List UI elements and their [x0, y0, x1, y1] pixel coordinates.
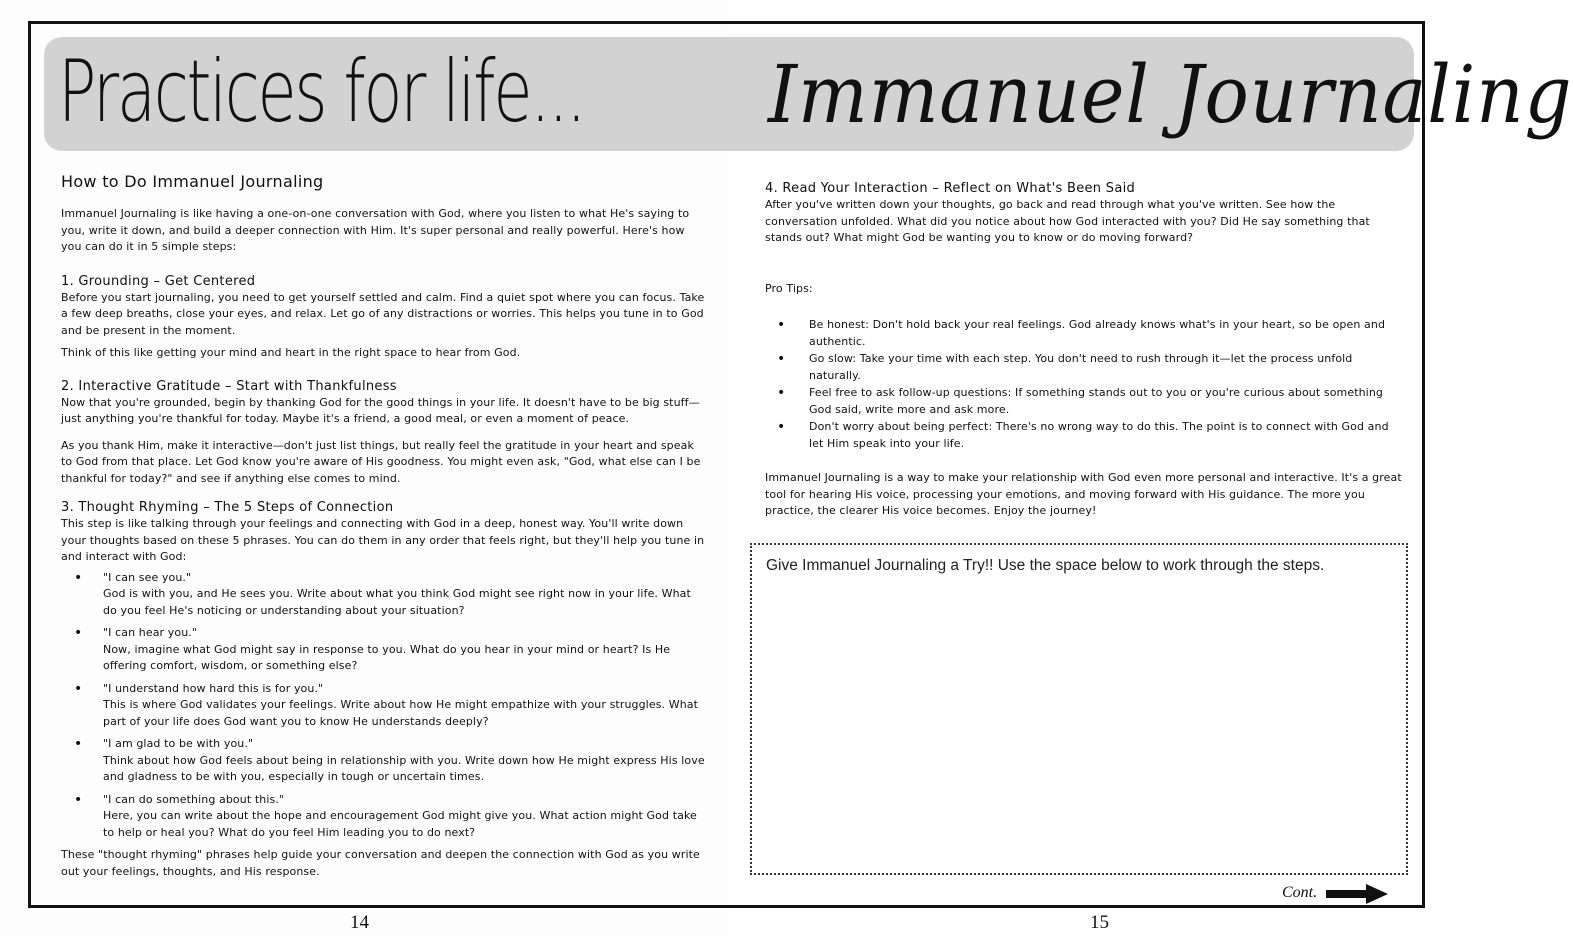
- page-number-right: 15: [1090, 912, 1109, 933]
- bullet-icon: •: [74, 625, 83, 641]
- phrase-quote: "I can hear you.": [103, 626, 198, 639]
- intro-paragraph: Immanuel Journaling is like having a one-on-one conversation with God, where you listen to what He's saying to you, write it down, and build a deeper connection with Him. It's super personal and really powerful. Here's how you can do it in 5 simple steps:: [61, 207, 690, 253]
- tip-text: Don't worry about being perfect: There's no wrong way to do this. The point is to connect with God and let Him speak into your life.: [809, 420, 1389, 450]
- title-immanuel-journaling: Immanuel Journaling: [768, 48, 1573, 141]
- bullet-icon: •: [74, 680, 83, 697]
- arrow-right-icon: [1326, 884, 1388, 904]
- bullet-icon: •: [777, 351, 786, 367]
- phrase-description: Now, imagine what God might say in response to you. What do you hear in your mind or heart? Is He offering comfort, wisdom, or something else?: [103, 642, 671, 672]
- step1-note: Think of this like getting your mind and heart in the right space to hear from God.: [61, 346, 521, 359]
- list-item: [765, 351, 1405, 384]
- phrase-description: God is with you, and He sees you. Write about what you think God might see right now in your life. What do you feel He's noticing or understanding about your situation?: [103, 587, 691, 617]
- pro-tips-label: Pro Tips:: [765, 281, 813, 295]
- bullet-icon: •: [777, 385, 786, 401]
- section-heading: How to Do Immanuel Journaling: [61, 172, 324, 191]
- list-item: [765, 385, 1405, 418]
- step1-paragraph: Before you start journaling, you need to get yourself settled and calm. Find a quiet spot where you can focus. Take a few deep breaths, close your eyes, and relax. Let go of any distractions or worries. This helps you tune in to God and be present in the moment.: [61, 290, 705, 337]
- bullet-icon: •: [74, 736, 83, 752]
- step4-paragraph: After you've written down your thoughts, go back and read through what you've written. See how the conversation unfolded. What did you notice about how God interacted with you? Did He say something that stands out? What might God be wanting you to know or do moving forward?: [765, 198, 1370, 244]
- step3-outro: These "thought rhyming" phrases help guide your conversation and deepen the connection with God as you write out your feelings, thoughts, and His response.: [61, 848, 700, 878]
- phrase-quote: "I am glad to be with you.": [103, 737, 254, 750]
- phrase-quote: "I understand how hard this is for you.": [103, 681, 324, 695]
- step2-title: 2. Interactive Gratitude – Start with Thankfulness: [61, 378, 397, 394]
- closing-paragraph: Immanuel Journaling is a way to make your relationship with God even more personal and interactive. It's a great tool for hearing His voice, processing your emotions, and moving forward with His guidance. The more you practice, the clearer His voice becomes. Enjoy the journey!: [765, 471, 1402, 517]
- list-item: [765, 317, 1405, 350]
- list-item: [61, 792, 706, 842]
- title-practices: Practices for life...: [58, 42, 585, 142]
- step2-paragraph-2: As you thank Him, make it interactive—don't just list things, but really feel the gratitude in your heart and speak to God from that place. Let God know you're aware of His goodness. You might even ask, "God, what else can I be thankful for today?" and see if anything else comes to mind.: [61, 438, 701, 485]
- list-item: [61, 736, 706, 786]
- pro-tips-list: [765, 317, 1405, 452]
- phrase-description: Here, you can write about the hope and encouragement God might give you. What action might God take to help or heal you? What do you feel Him leading you to do next?: [103, 809, 697, 839]
- step3-title: 3. Thought Rhyming – The 5 Steps of Connection: [61, 500, 394, 515]
- list-item: [61, 681, 706, 731]
- step1-title: 1. Grounding – Get Centered: [61, 273, 256, 289]
- bullet-icon: •: [74, 569, 83, 586]
- phrase-list: [61, 570, 706, 842]
- tip-text: Be honest: Don't hold back your real feelings. God already knows what's in your heart, so be open and authentic.: [809, 318, 1386, 348]
- phrase-description: This is where God validates your feelings. Write about how He might empathize with your struggles. What part of your life does God want you to know He understands deeply?: [103, 698, 699, 728]
- step4-title: 4. Read Your Interaction – Reflect on What's Been Said: [765, 181, 1136, 196]
- list-item: [61, 625, 706, 675]
- list-item: [765, 419, 1405, 452]
- tip-text: Go slow: Take your time with each step. You don't need to rush through it—let the process unfold naturally.: [809, 352, 1353, 382]
- phrase-description: Think about how God feels about being in relationship with you. Write down how He might express His love and gladness to be with you, especially in tough or uncertain times.: [103, 753, 705, 783]
- phrase-quote: "I can see you.": [103, 570, 192, 584]
- tip-text: Feel free to ask follow-up questions: If something stands out to you or you're curious about something God said, write more and ask more.: [809, 386, 1383, 416]
- continue-label: Cont.: [1282, 884, 1318, 901]
- phrase-quote: "I can do something about this.": [103, 792, 285, 806]
- bullet-icon: •: [777, 419, 786, 435]
- journaling-space[interactable]: [750, 543, 1408, 875]
- bullet-icon: •: [777, 317, 786, 333]
- right-column: [765, 180, 1405, 520]
- try-prompt: Give Immanuel Journaling a Try!! Use the space below to work through the steps.: [766, 557, 1325, 574]
- left-column: [61, 172, 706, 880]
- step2-paragraph: Now that you're grounded, begin by thanking God for the good things in your life. It doesn't have to be big stuff—just anything you're thankful for today. Maybe it's a friend, a good meal, or even a moment of peace.: [61, 395, 700, 425]
- list-item: [61, 570, 706, 620]
- bullet-icon: •: [74, 791, 83, 808]
- step3-paragraph: This step is like talking through your feelings and connecting with God in a deep, honest way. You'll write down your thoughts based on these 5 phrases. You can do them in any order that feels right, but they'll help you tune in and interact with God:: [61, 517, 705, 563]
- page-number-left: 14: [350, 912, 369, 933]
